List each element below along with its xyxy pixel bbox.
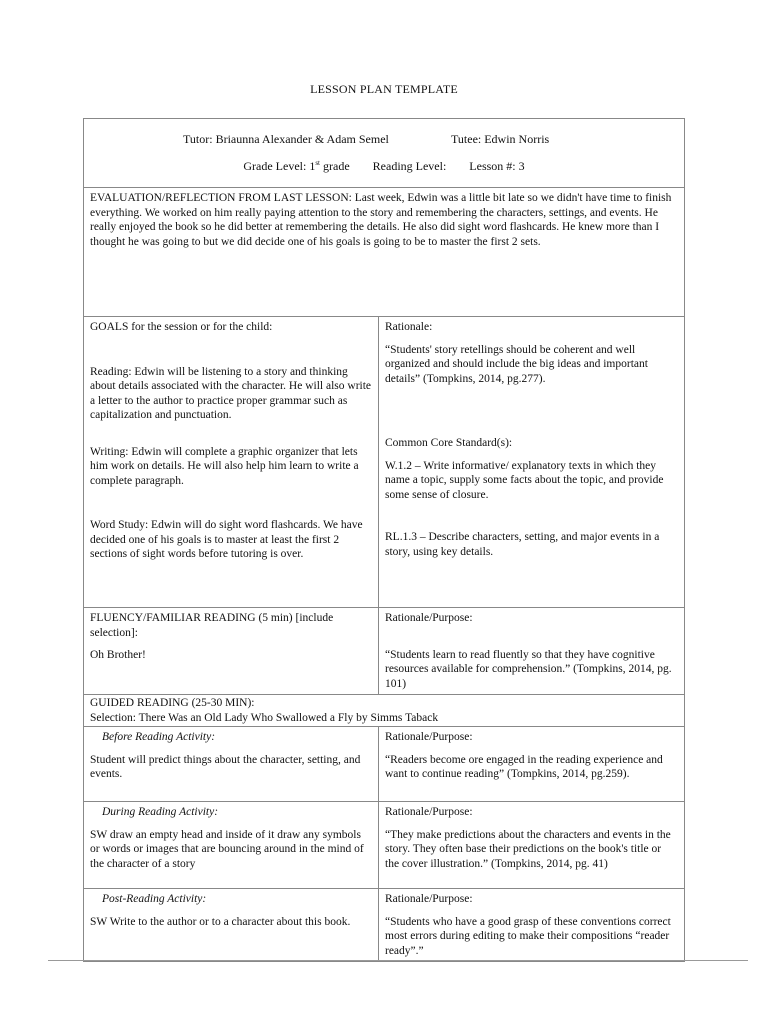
during-reading-row	[84, 802, 685, 889]
guided-reading-selection: Selection: There Was an Old Lady Who Swallowed a Fly by Simms Taback	[90, 711, 439, 724]
during-rationale-text: “They make predictions about the characters and events in the story. They often base their predictions on the book's title or the cover illustration.” (Tompkins, 2014, pg. 41)	[385, 828, 671, 870]
standard-rl13: RL.1.3 – Describe characters, setting, and major events in a story, using key details.	[385, 531, 660, 558]
post-reading-heading: Post-Reading Activity:	[102, 893, 207, 905]
tutee-name: Tutee: Edwin Norris	[451, 132, 550, 146]
goals-cell	[84, 317, 379, 608]
post-rationale-heading: Rationale/Purpose:	[385, 893, 473, 905]
evaluation-cell	[84, 188, 685, 317]
header-row	[84, 119, 685, 188]
lesson-number: Lesson #: 3	[469, 158, 525, 173]
fluency-rationale-text: “Students learn to read fluently so that they have cognitive resources available for comprehension.” (Tompkins, 2014, pg. 101)	[385, 648, 672, 690]
before-rationale-text: “Readers become ore engaged in the reading experience and want to continue reading” (Tompkins, 2014, pg.259).	[385, 753, 663, 780]
during-reading-text: SW draw an empty head and inside of it draw any symbols or words or images that are bouncing around in the mind of the character of a story	[90, 828, 364, 870]
tutor-name: Tutor: Briaunna Alexander & Adam Semel	[183, 132, 389, 146]
names-line	[90, 132, 678, 147]
before-reading-row	[84, 727, 685, 802]
levels-line	[90, 159, 678, 174]
during-reading-heading: During Reading Activity:	[102, 806, 219, 818]
during-rationale-cell	[379, 802, 685, 889]
fluency-cell	[84, 608, 379, 695]
goal-writing: Writing: Edwin will complete a graphic organizer that lets him work on details. He will also help him learn to write a complete paragraph.	[90, 445, 359, 487]
fluency-rationale-cell	[379, 608, 685, 695]
grade-level	[243, 159, 349, 173]
before-rationale-heading: Rationale/Purpose:	[385, 731, 473, 743]
post-reading-row	[84, 889, 685, 962]
fluency-rationale-heading: Rationale/Purpose:	[385, 612, 473, 624]
page-bottom-rule	[48, 960, 748, 961]
standard-w12: W.1.2 – Write informative/ explanatory texts in which they name a topic, supply some facts about the topic, and provide some sense of closure.	[385, 459, 664, 501]
before-reading-cell	[84, 727, 379, 802]
rationale-cell	[379, 317, 685, 608]
before-rationale-cell	[379, 727, 685, 802]
page-title: LESSON PLAN TEMPLATE	[310, 82, 458, 96]
reading-level: Reading Level:	[372, 158, 447, 173]
goal-word-study: Word Study: Edwin will do sight word flashcards. We have decided one of his goals is to master at least the first 2 sections of sight words before tutoring is over.	[90, 519, 363, 560]
before-reading-text: Student will predict things about the character, setting, and events.	[90, 753, 361, 780]
goals-heading: GOALS for the session or for the child:	[90, 321, 273, 333]
post-reading-text: SW Write to the author or to a character about this book.	[90, 915, 351, 928]
evaluation-row	[84, 188, 685, 317]
post-rationale-cell	[379, 889, 685, 962]
post-rationale-text: “Students who have a good grasp of these conventions correct most errors during editing to make their compositions “reader ready”.”	[385, 915, 671, 957]
evaluation-text: EVALUATION/REFLECTION FROM LAST LESSON: Last week, Edwin was a little bit late so we didn't have time to finish everything. We worked on him really paying attention to the story and remembering the characters, settings, and events. He really enjoyed the book so he did better at remembering the details. He also did sight word flashcards. He knew more than I thought he was going to but we did decide one of his goals is going to be to master the first 2 sets.	[90, 192, 672, 248]
before-reading-heading: Before Reading Activity:	[102, 731, 216, 743]
during-rationale-heading: Rationale/Purpose:	[385, 806, 473, 818]
during-reading-cell	[84, 802, 379, 889]
lesson-plan-table	[83, 118, 685, 962]
fluency-selection: Oh Brother!	[90, 649, 146, 661]
grade-level-text: Grade Level: 1	[243, 158, 316, 173]
rationale-quote: “Students' story retellings should be coherent and well organized and should include the big ideas and important details” (Tompkins, 2014, pg.277).	[385, 343, 648, 385]
rationale-heading: Rationale:	[385, 321, 433, 333]
goal-reading: Reading: Edwin will be listening to a story and thinking about details associated with the character. He will also write a letter to the author to practice proper grammar such as capitalization and punctuation.	[90, 365, 372, 421]
fluency-heading: FLUENCY/FAMILIAR READING (5 min) [include selection]:	[90, 612, 334, 639]
guided-reading-cell	[84, 695, 685, 727]
goals-row	[84, 317, 685, 608]
guided-reading-row	[84, 695, 685, 727]
grade-level-suffix: grade	[320, 158, 350, 173]
fluency-row	[84, 608, 685, 695]
header-cell	[84, 119, 685, 188]
grade-level-sup: st	[315, 158, 320, 167]
common-core-heading: Common Core Standard(s):	[385, 437, 513, 449]
post-reading-cell	[84, 889, 379, 962]
guided-reading-heading: GUIDED READING (25-30 MIN):	[90, 697, 255, 709]
